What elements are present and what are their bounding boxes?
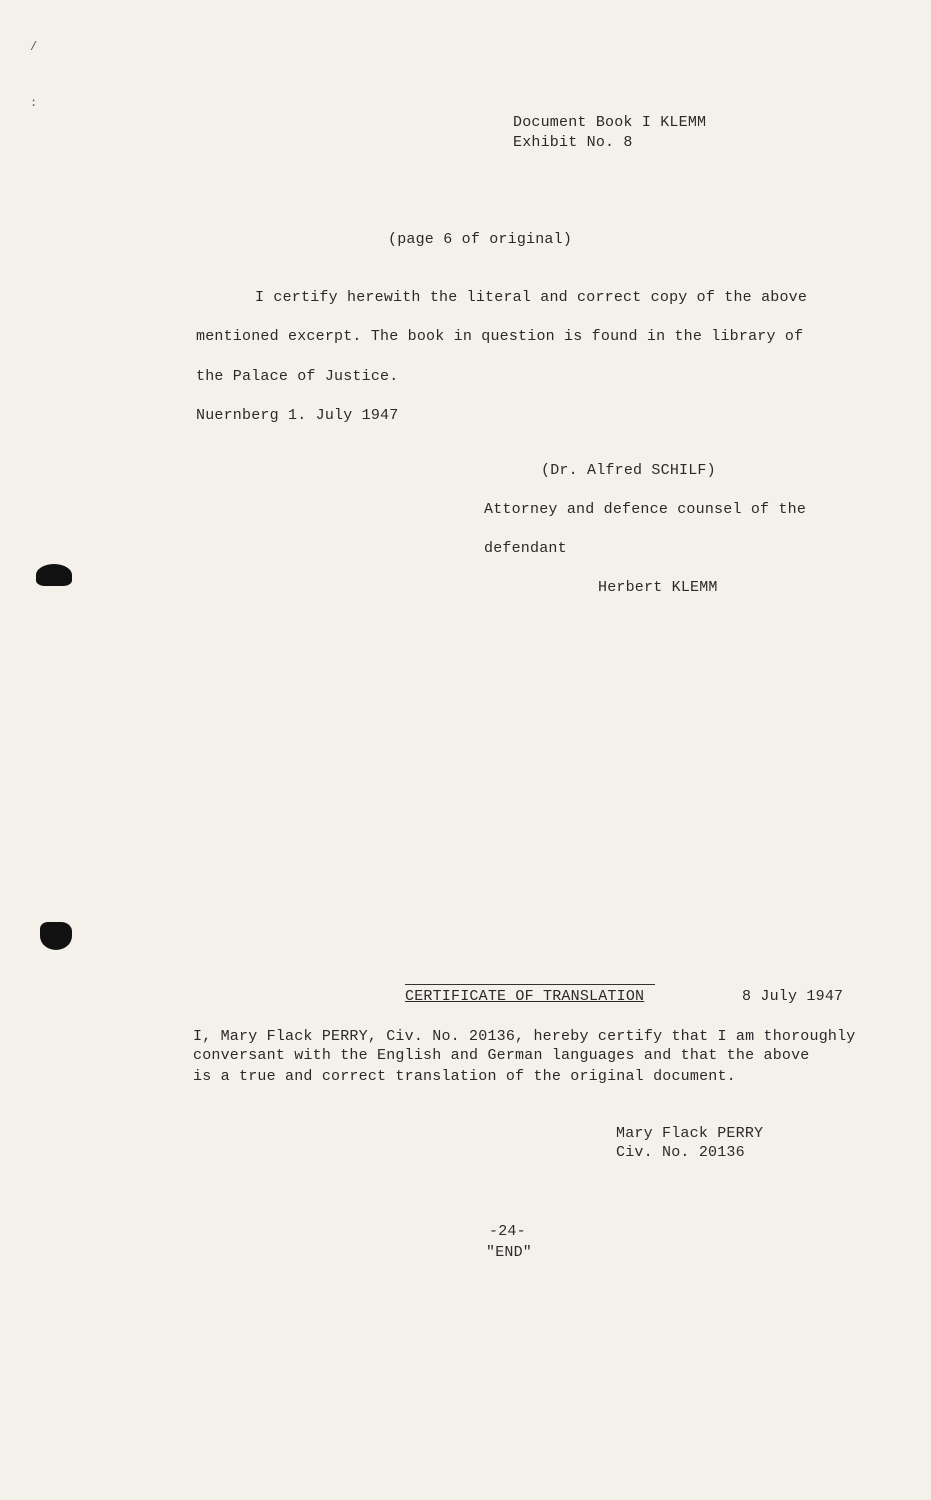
document-book-label: Document Book I KLEMM [513,114,707,131]
certificate-text-line-3: is a true and correct translation of the original document. [193,1068,736,1085]
punch-hole-bottom [40,922,72,950]
end-mark: "END" [486,1244,533,1261]
exhibit-number: Exhibit No. 8 [513,134,633,151]
place-and-date: Nuernberg 1. July 1947 [196,407,399,424]
defendant-name: Herbert KLEMM [598,579,718,596]
certificate-date: 8 July 1947 [742,988,844,1005]
page-number: -24- [489,1223,526,1240]
punch-hole-top [36,564,72,586]
margin-mark: / [30,40,38,54]
certification-line-1: I certify herewith the literal and correct copy of the above [255,289,808,306]
certificate-text-line-2: conversant with the English and German languages and that the above [193,1047,810,1064]
signatory-name: (Dr. Alfred SCHILF) [541,462,716,479]
translator-name: Mary Flack PERRY [616,1125,764,1142]
margin-mark: : [30,96,38,110]
signatory-title-line-2: defendant [484,540,567,557]
certificate-heading: CERTIFICATE OF TRANSLATION [405,988,645,1005]
translator-civ-number: Civ. No. 20136 [616,1144,745,1161]
certification-line-3: the Palace of Justice. [196,368,399,385]
page-reference: (page 6 of original) [388,231,573,248]
certificate-rule [405,984,655,985]
certificate-text-line-1: I, Mary Flack PERRY, Civ. No. 20136, hereby certify that I am thoroughly [193,1028,856,1045]
signatory-title-line-1: Attorney and defence counsel of the [484,501,807,518]
certification-line-2: mentioned excerpt. The book in question is found in the library of [196,328,804,345]
